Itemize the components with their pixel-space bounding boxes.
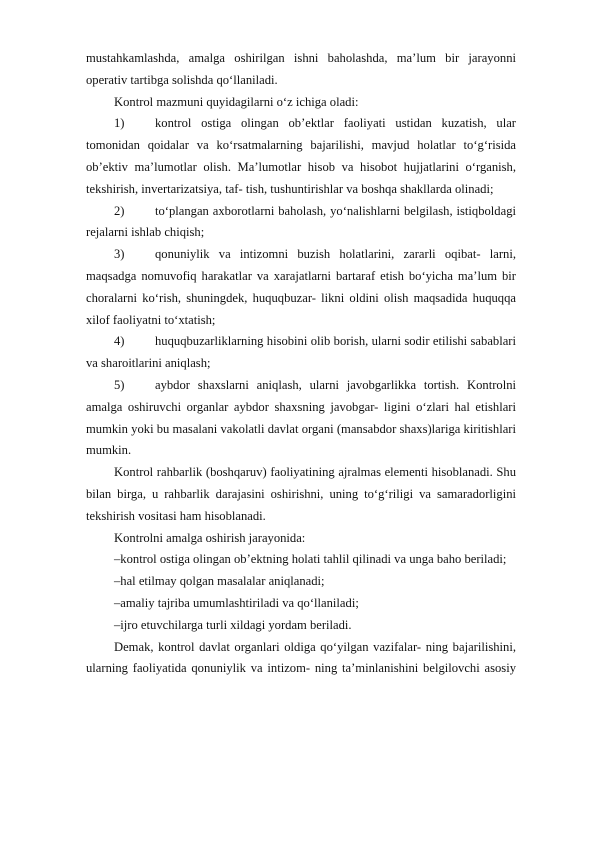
list-item-number: 5) <box>114 377 125 392</box>
list-item-text: kontrol ostiga olingan ob’ektlar faoliyati ustidan kuzatish, ular tomonidan qoidalar va ko‘rsatmalarning bajarilishi, mavjud holatlar to‘g‘risida ob’ektiv ma’lumotlar olish. Ma’lumotlar hisob va hisobot hujjatlarini o‘rganish, tekshirish, invertarizatsiya, taf- tish, tushuntirishlar va boshqa shakllarda olinadi; <box>86 116 516 196</box>
paragraph-conclusion: Demak, kontrol davlat organlari oldiga qo‘yilgan vazifalar- ning bajarilishini, ularning faoliyatida qonuniylik va intizom- ning ta’minlanishini belgilovchi asosiy <box>86 639 516 676</box>
list-item-number: 2) <box>114 203 125 218</box>
dash-item-practice: –amaliy tajriba umumlashtiriladi va qo‘llaniladi; <box>114 595 359 610</box>
list-item-2 <box>86 201 516 245</box>
dash-item-assistance: –ijro etuvchilarga turli xildagi yordam beriladi. <box>114 617 352 632</box>
paragraph-control-content-intro: Kontrol mazmuni quyidagilarni o‘z ichiga oladi: <box>114 94 359 109</box>
list-item-text: aybdor shaxslarni aniqlash, ularni javobgarlikka tortish. Kontrolni amalga oshiruvchi organlar aybdor shaxsning javobgar- ligini o‘zlari hal etishlari mumkin yoki bu masalani vakolatli davlat organi (mansabdor shaxs)lariga kiritishlari mumkin. <box>86 377 516 458</box>
list-item-text: to‘plangan axborotlarni baholash, yo‘nalishlarni belgilash, istiqboldagi rejalarni ishlab chiqish; <box>86 203 516 240</box>
paragraph-management-element: Kontrol rahbarlik (boshqaruv) faoliyatining ajralmas elementi hisoblanadi. Shu bilan birga, u rahbarlik darajasini oshirishni, uning to‘g‘riligi va samaradorligini tekshirish vositasi ham hisoblanadi. <box>86 465 516 523</box>
dash-item-unresolved: –hal etilmay qolgan masalalar aniqlanadi; <box>114 574 325 589</box>
list-item-number: 3) <box>114 247 125 262</box>
document-page <box>86 48 516 680</box>
list-item-3 <box>86 244 516 331</box>
list-item-number: 1) <box>114 116 125 131</box>
dash-item-analysis: –kontrol ostiga olingan ob’ektning holati tahlil qilinadi va unga baho beriladi; <box>114 552 507 567</box>
paragraph-continuation: mustahkamlashda, amalga oshirilgan ishni baholashda, ma’lum bir jarayonni operativ tartibga solishda qo‘llaniladi. <box>86 51 516 87</box>
paragraph-process-intro: Kontrolni amalga oshirish jarayonida: <box>114 530 306 545</box>
list-item-1 <box>86 113 516 200</box>
list-item-4 <box>86 331 516 375</box>
list-item-text: qonuniylik va intizomni buzish holatlarini, zararli oqibat- larni, maqsadga nomuvofiq harakatlar va xarajatlarni bartaraf etish bo‘yicha ma’lum bir choralarni ko‘rish, shuningdek, huquqbuzar- likni oldini olish maqsadida huquqqa xilof faoliyatni to‘xtatish; <box>86 247 516 327</box>
list-item-number: 4) <box>114 334 125 349</box>
list-item-text: huquqbuzarliklarning hisobini olib borish, ularni sodir etilishi sabablari va sharoitlarini aniqlash; <box>86 334 516 371</box>
list-item-5 <box>86 375 516 462</box>
